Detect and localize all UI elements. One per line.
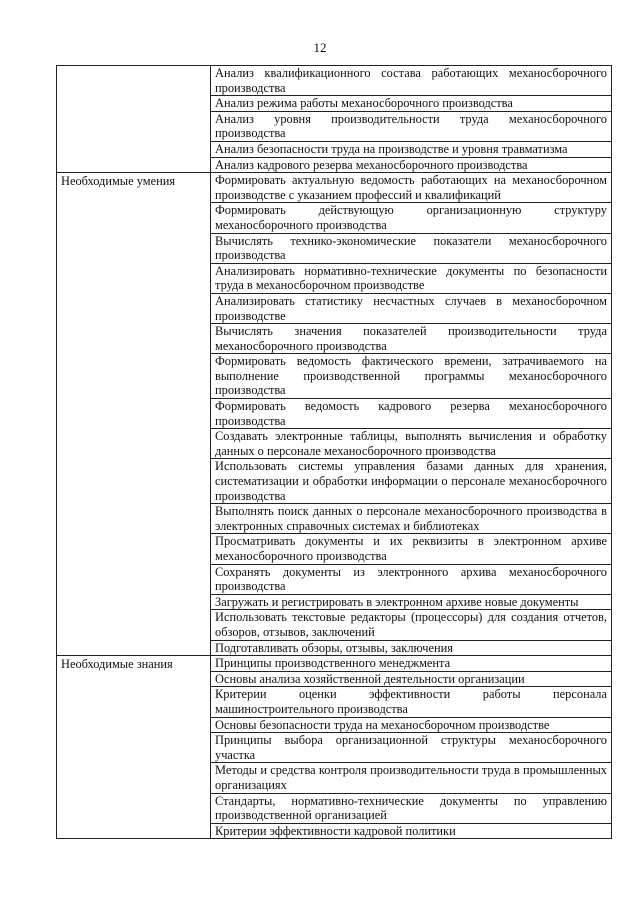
- table-cell: Загружать и регистрировать в электронном архиве новые документы: [211, 594, 612, 610]
- table-cell: Формировать актуальную ведомость работающих на механосборочном производстве с указанием профессий и квалификаций: [211, 173, 612, 203]
- table-cell: Подготавливать обзоры, отзывы, заключения: [211, 640, 612, 656]
- table-cell: Вычислять технико-экономические показатели механосборочного производства: [211, 233, 612, 263]
- table-cell: Создавать электронные таблицы, выполнять вычисления и обработку данных о персонале механосборочного производства: [211, 429, 612, 459]
- table-cell: Анализировать статистику несчастных случаев в механосборочном производстве: [211, 293, 612, 323]
- table-cell: Анализ безопасности труда на производстве и уровня травматизма: [211, 141, 612, 157]
- competency-table: [56, 65, 612, 839]
- table-cell: Принципы производственного менеджмента: [211, 656, 612, 672]
- table-row: [57, 66, 612, 96]
- table-cell: Формировать ведомость фактического времени, затрачиваемого на выполнение производственной программы механосборочного производства: [211, 354, 612, 399]
- table-cell: Формировать действующую организационную структуру механосборочного производства: [211, 203, 612, 233]
- table-cell: Стандарты, нормативно-технические документы по управлению производственной организацией: [211, 793, 612, 823]
- table-cell: Вычислять значения показателей производительности труда механосборочного производства: [211, 324, 612, 354]
- table-cell: Формировать ведомость кадрового резерва механосборочного производства: [211, 399, 612, 429]
- table-cell: Анализ режима работы механосборочного производства: [211, 96, 612, 112]
- section-label: [57, 66, 211, 173]
- section-label: Необходимые умения: [57, 173, 211, 656]
- table-cell: Просматривать документы и их реквизиты в электронном архиве механосборочного производства: [211, 534, 612, 564]
- table-cell: Сохранять документы из электронного архива механосборочного производства: [211, 564, 612, 594]
- page-number: 12: [313, 40, 327, 55]
- table-cell: Анализ уровня производительности труда механосборочного производства: [211, 111, 612, 141]
- section-label: Необходимые знания: [57, 656, 211, 839]
- table-cell: Основы анализа хозяйственной деятельности организации: [211, 671, 612, 687]
- table-cell: Использовать текстовые редакторы (процессоры) для создания отчетов, обзоров, отзывов, заключений: [211, 610, 612, 640]
- table-cell: Выполнять поиск данных о персонале механосборочного производства в электронных справочных системах и библиотеках: [211, 504, 612, 534]
- table-cell: Критерии эффективности кадровой политики: [211, 823, 612, 839]
- table-row: [57, 173, 612, 203]
- table-row: [57, 656, 612, 672]
- table-cell: Анализировать нормативно-технические документы по безопасности труда в механосборочном производстве: [211, 263, 612, 293]
- table-cell: Принципы выбора организационной структуры механосборочного участка: [211, 733, 612, 763]
- table-cell: Анализ кадрового резерва механосборочного производства: [211, 157, 612, 173]
- table-cell: Анализ квалификационного состава работающих механосборочного производства: [211, 66, 612, 96]
- table-cell: Критерии оценки эффективности работы персонала машиностроительного производства: [211, 687, 612, 717]
- table-cell: Методы и средства контроля производительности труда в промышленных организациях: [211, 763, 612, 793]
- table-cell: Основы безопасности труда на механосборочном производстве: [211, 717, 612, 733]
- table-cell: Использовать системы управления базами данных для хранения, систематизации и обработки информации о персонале механосборочного производства: [211, 459, 612, 504]
